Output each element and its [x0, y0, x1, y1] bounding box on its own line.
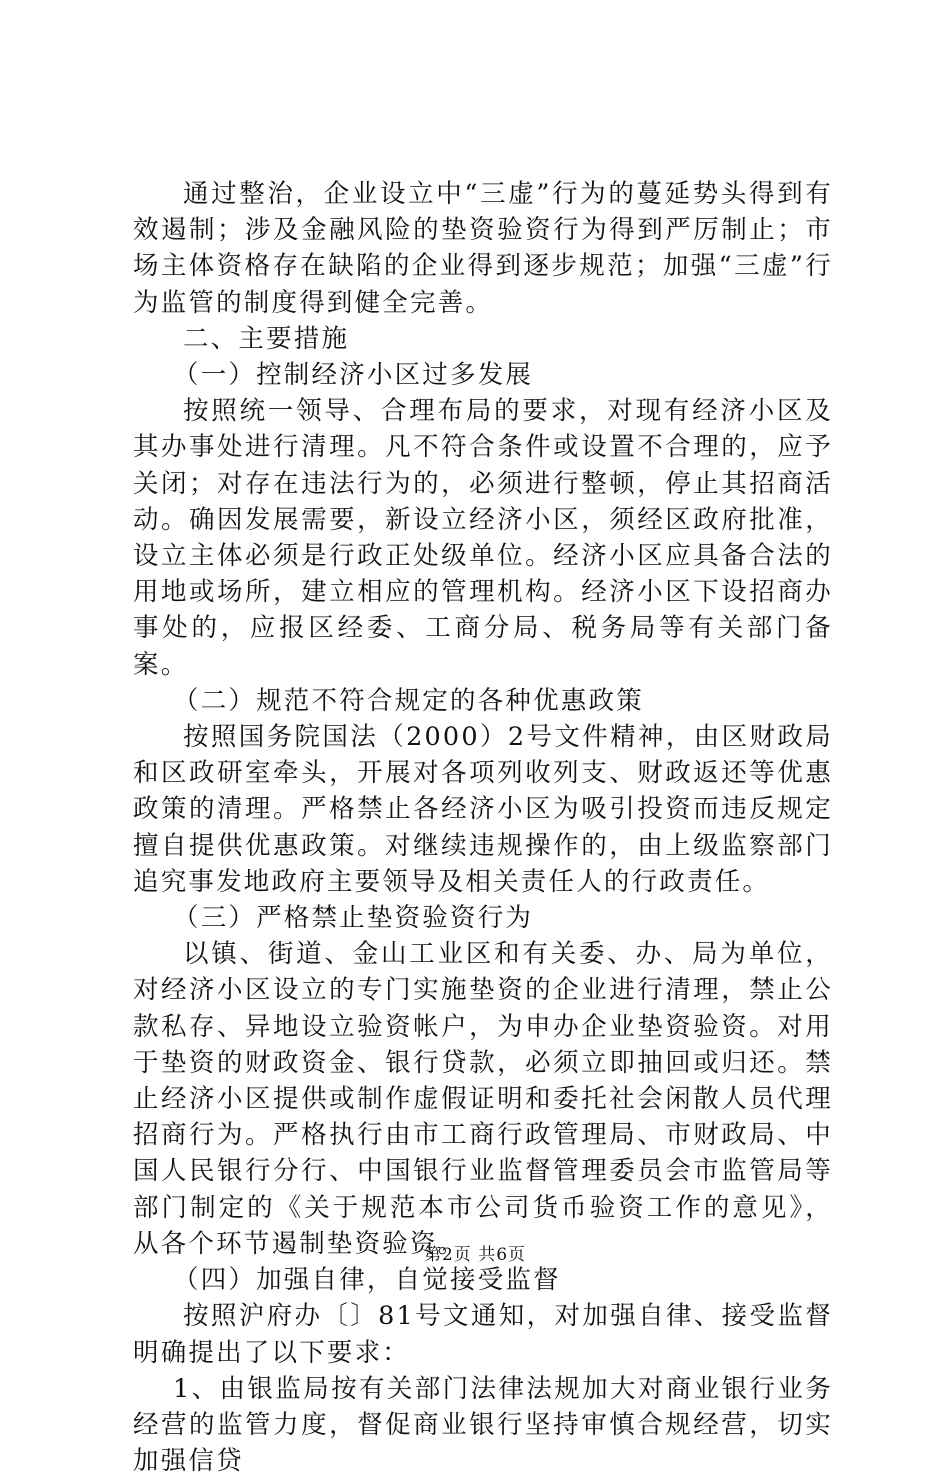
paragraph-1: 按照统一领导、合理布局的要求，对现有经济小区及其办事处进行清理。凡不符合条件或设置不合理的，应予关闭；对存在违法行为的，必须进行整顿，停止其招商活动。确因发展需要，新设立经济小区，须经区政府批准，设立主体必须是行政正处级单位。经济小区应具备合法的用地或场所，建立相应的管理机构。经济小区下设招商办事处的，应报区经委、工商分局、税务局等有关部门备案。 — [133, 396, 833, 680]
subheading-3: （三）严格禁止垫资验资行为 — [173, 903, 534, 934]
document-body — [133, 176, 833, 1479]
page-footer: 第2页 共6页 — [423, 1245, 527, 1265]
paragraph-4: 按照沪府办〔〕81号文通知，对加强自律、接受监督明确提出了以下要求： — [133, 1301, 833, 1368]
paragraph-intro: 通过整治，企业设立中“三虚”行为的蔓延势头得到有效遏制；涉及金融风险的垫资验资行为得到严厉制止；市场主体资格存在缺陷的企业得到逐步规范；加强“三虚”行为监管的制度得到健全完善。 — [133, 179, 833, 318]
subheading-4: （四）加强自律，自觉接受监督 — [173, 1265, 561, 1296]
section-heading-main-measures: 二、主要措施 — [183, 323, 350, 354]
subheading-2: （二）规范不符合规定的各种优惠政策 — [173, 685, 644, 716]
subheading-1: （一）控制经济小区过多发展 — [173, 360, 534, 391]
paragraph-2: 按照国务院国法（2000）2号文件精神，由区财政局和区政研室牵头，开展对各项列收列支、财政返还等优惠政策的清理。严格禁止各经济小区为吸引投资而违反规定擅自提供优惠政策。对继续违规操作的，由上级监察部门追究事发地政府主要领导及相关责任人的行政责任。 — [133, 722, 833, 897]
paragraph-3: 以镇、街道、金山工业区和有关委、办、局为单位，对经济小区设立的专门实施垫资的企业进行清理，禁止公款私存、异地设立验资帐户，为申办企业垫资验资。对用于垫资的财政资金、银行贷款，必须立即抽回或归还。禁止经济小区提供或制作虚假证明和委托社会闲散人员代理招商行为。严格执行由市工商行政管理局、市财政局、中国人民银行分行、中国银行业监督管理委员会市监管局等部门制定的《关于规范本市公司货币验资工作的意见》，从各个环节遏制垫资验资。 — [133, 939, 833, 1259]
list-item-1: 1、由银监局按有关部门法律法规加大对商业银行业务经营的监管力度，督促商业银行坚持审慎合规经营，切实加强信贷 — [133, 1373, 833, 1477]
